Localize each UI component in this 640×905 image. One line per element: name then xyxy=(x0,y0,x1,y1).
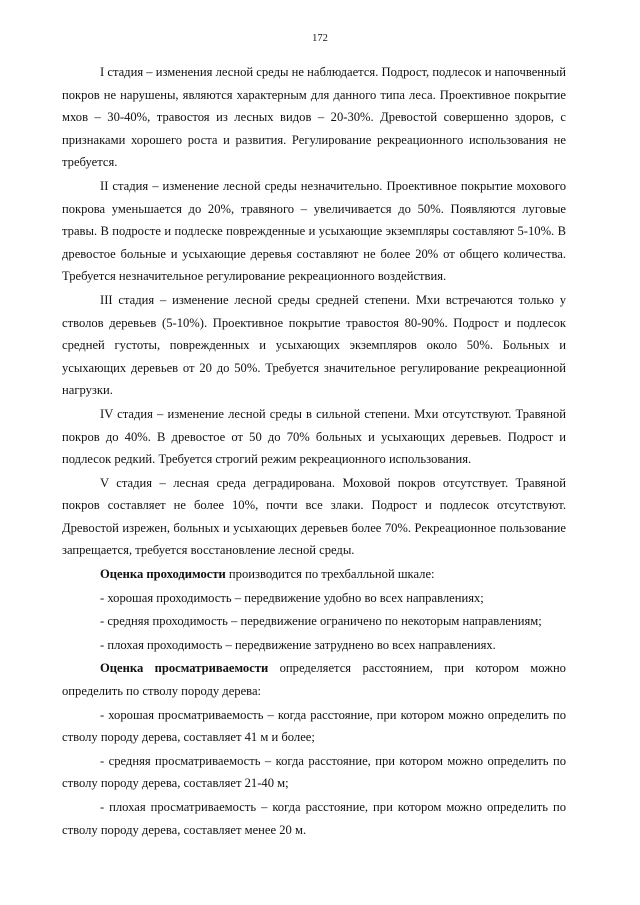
paragraph-stage-5: V стадия – лесная среда деградирована. Моховой покров отсутствует. Травяной покров составляет не более 10%, почти все злаки. Подрост и подлесок отсутствуют. Древостой изрежен, больных и усыхающих деревьев более 70%. Рекреационное пользование запрещается, требуется восстановление лесной среды. xyxy=(62,475,566,558)
paragraph-stage-2: II стадия – изменение лесной среды незначительно. Проективное покрытие мохового покрова уменьшается до 20%, травяного – увеличивается до 50%. Появляются луговые травы. В подросте и подлеске поврежденные и усыхающие экземпляры составляют 5-10%. В древостое больные и усыхающие деревья составляют не более 20% от общего количества. Требуется незначительное регулирование рекреационного воздействия. xyxy=(62,178,566,284)
passability-item-poor: - плохая проходимость – передвижение затруднено во всех направлениях. xyxy=(100,637,496,652)
paragraph-passability xyxy=(62,563,566,586)
paragraph-stage-1: I стадия – изменения лесной среды не наблюдается. Подрост, подлесок и напочвенный покров не нарушены, являются характерным для данного типа леса. Проективное покрытие мхов – 30-40%, травостоя из лесных видов – 20-30%. Древостой совершенно здоров, с признаками хорошего роста и развития. Регулирование рекреационного использования не требуется. xyxy=(62,65,566,170)
visibility-item-good: - хорошая просматриваемость – когда расстояние, при котором можно определить по стволу породу дерева, составляет 41 м и более; xyxy=(62,707,566,745)
passability-term: Оценка проходимости xyxy=(100,567,226,582)
visibility-term: Оценка просматриваемости xyxy=(100,661,269,676)
passability-item-medium: - средняя проходимость – передвижение ограничено по некоторым направлениям; xyxy=(100,614,542,629)
paragraph-stage-3: III стадия – изменение лесной среды средней степени. Мхи встречаются только у стволов деревьев (5-10%). Проективное покрытие травостоя 80-90%. Подрост и подлесок средней густоты, поврежденных и усыхающих экземпляров около 50%. Больных и усыхающих деревьев от 20 до 50%. Требуется значительное регулирование рекреационной нагрузки. xyxy=(62,292,566,398)
visibility-item-poor: - плохая просматриваемость – когда расстояние, при котором можно определить по стволу породу дерева, составляет менее 20 м. xyxy=(62,800,566,837)
page-number: 172 xyxy=(312,33,328,44)
visibility-intro: определяется расстоянием, при котором можно определить по стволу породу дерева: xyxy=(62,661,566,699)
visibility-item-medium: - средняя просматриваемость – когда расстояние, при котором можно определить по стволу породу дерева, составляет 21-40 м; xyxy=(62,753,566,791)
paragraph-visibility xyxy=(62,657,566,702)
paragraph-stage-4: IV стадия – изменение лесной среды в сильной степени. Мхи отсутствуют. Травяной покров до 40%. В древостое от 50 до 70% больных и усыхающих деревьев. Подрост и подлесок редкий. Требуется строгий режим рекреационного использования. xyxy=(62,406,566,467)
page-body xyxy=(62,61,566,841)
passability-intro: производится по трехбалльной шкале: xyxy=(225,567,435,582)
passability-item-good: - хорошая проходимость – передвижение удобно во всех направлениях; xyxy=(100,590,484,605)
